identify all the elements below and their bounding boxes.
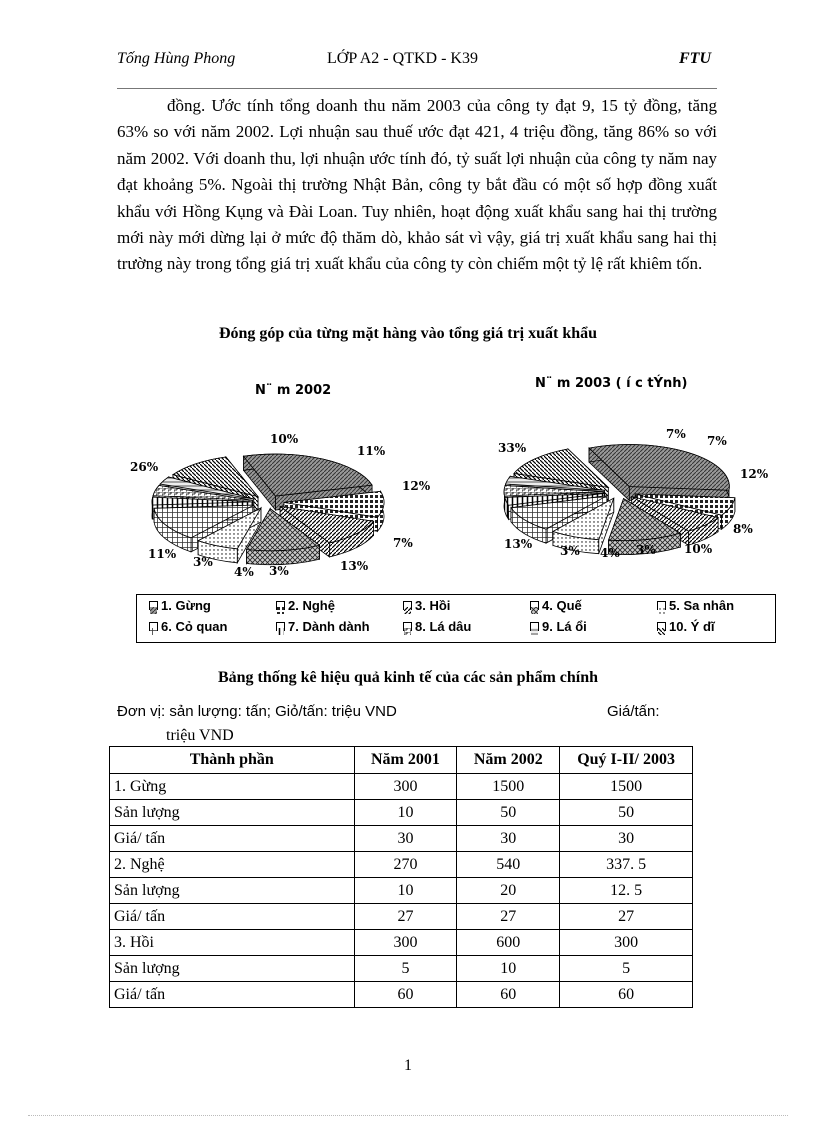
- pie-data-label: 12%: [740, 467, 769, 481]
- table-cell: 5: [560, 956, 693, 982]
- legend-label: 7. Dành dành: [288, 619, 370, 634]
- table-cell: 10: [354, 800, 457, 826]
- table-header-cell: Năm 2001: [354, 747, 457, 774]
- legend-label: 3. Hồi: [415, 598, 451, 613]
- table-cell: 300: [560, 930, 693, 956]
- chart-legend: [136, 594, 776, 643]
- table-header-cell: Thành phần: [110, 747, 355, 774]
- legend-item: [149, 619, 227, 634]
- header-school: FTU: [679, 50, 711, 67]
- pie-data-label: 11%: [148, 547, 177, 561]
- pie-data-label: 3%: [193, 555, 213, 569]
- stats-table: [109, 746, 693, 1008]
- legend-swatch: [276, 601, 285, 610]
- pie-data-label: 7%: [666, 427, 686, 441]
- table-cell: 540: [457, 852, 560, 878]
- legend-swatch: [657, 622, 666, 631]
- table-cell: 337. 5: [560, 852, 693, 878]
- legend-item: [530, 619, 587, 634]
- pie-data-label: 4%: [600, 546, 620, 560]
- page-number: 1: [404, 1057, 412, 1074]
- legend-label: 2. Nghệ: [288, 598, 335, 613]
- table-cell: 600: [457, 930, 560, 956]
- legend-item: [276, 619, 370, 634]
- unit-left: Đơn vị: sản lượng: tấn; Giỏ/tấn: triệu VND: [117, 703, 397, 720]
- table-cell: 300: [354, 774, 457, 800]
- legend-item: [149, 598, 211, 613]
- table-body: [110, 774, 693, 1008]
- pie-data-label: 7%: [707, 434, 727, 448]
- table-cell: 5: [354, 956, 457, 982]
- pie-data-label: 8%: [733, 522, 753, 536]
- table-cell: 20: [457, 878, 560, 904]
- table-cell: 60: [457, 982, 560, 1008]
- pie-data-label: 26%: [130, 460, 159, 474]
- legend-swatch: [657, 601, 666, 610]
- pie-data-label: 4%: [234, 565, 254, 579]
- table-cell: 60: [560, 982, 693, 1008]
- table-row: [110, 930, 693, 956]
- legend-item: [657, 619, 715, 634]
- pie-data-label: 33%: [498, 441, 527, 455]
- legend-swatch: [149, 601, 158, 610]
- legend-swatch: [276, 622, 285, 631]
- pie-data-label: 3%: [269, 564, 289, 578]
- legend-swatch: [403, 622, 412, 631]
- table-cell: Giá/ tấn: [110, 826, 355, 852]
- legend-label: 4. Quế: [542, 598, 582, 613]
- table-row: [110, 774, 693, 800]
- table-cell: 30: [354, 826, 457, 852]
- legend-item: [657, 598, 734, 613]
- header-class: LỚP A2 - QTKD - K39: [327, 50, 478, 67]
- legend-item: [530, 598, 582, 613]
- legend-item: [403, 619, 471, 634]
- table-cell: 1500: [457, 774, 560, 800]
- legend-swatch: [149, 622, 158, 631]
- table-cell: 50: [560, 800, 693, 826]
- legend-swatch: [403, 601, 412, 610]
- table-header-cell: Năm 2002: [457, 747, 560, 774]
- table-row: [110, 904, 693, 930]
- table-cell: 1500: [560, 774, 693, 800]
- table-row: [110, 878, 693, 904]
- pie-data-label: 12%: [402, 479, 431, 493]
- legend-label: 1. Gừng: [161, 598, 211, 613]
- body-paragraph: đồng. Ước tính tổng doanh thu năm 2003 của công ty đạt 9, 15 tỷ đồng, tăng 63% so với năm 2002. Lợi nhuận sau thuế ước đạt 421, 4 triệu đồng, tăng 86% so với năm 2002. Với doanh thu, lợi nhuận ước tính đó, tỷ suất lợi nhuận của công ty năm nay đạt khoảng 5%. Ngoài thị trường Nhật Bản, công ty bắt đầu có một số hợp đồng xuất khẩu với Hồng Kụng và Đài Loan. Tuy nhiên, hoạt động xuất khẩu sang hai thị trường mới này mới dừng lại ở mức độ thăm dò, khảo sát vì vậy, giá trị xuất khẩu sang hai thị trường này trong tổng giá trị xuất khẩu của công ty còn chiếm một tỷ lệ rất khiêm tốn.: [117, 96, 717, 274]
- pie-data-label: 10%: [684, 542, 713, 556]
- legend-label: 10. Ý dĩ: [669, 619, 715, 634]
- chart-title: Đóng góp của từng mặt hàng vào tổng giá trị xuất khẩu: [218, 325, 598, 342]
- legend-swatch: [530, 622, 539, 631]
- table-row: [110, 800, 693, 826]
- legend-label: 6. Cỏ quan: [161, 619, 228, 634]
- pie-data-label: 3%: [560, 544, 580, 558]
- pie-data-label: 3%: [636, 543, 656, 557]
- table-cell: 300: [354, 930, 457, 956]
- pie-data-label: 13%: [504, 537, 533, 551]
- table-cell: 3. Hồi: [110, 930, 355, 956]
- legend-swatch: [530, 601, 539, 610]
- table-cell: 60: [354, 982, 457, 1008]
- legend-label: 9. Lá ổi: [542, 619, 587, 634]
- table-cell: 2. Nghệ: [110, 852, 355, 878]
- table-cell: Sản lượng: [110, 878, 355, 904]
- table-row: [110, 982, 693, 1008]
- table-header-row: [110, 747, 693, 774]
- table-cell: 30: [457, 826, 560, 852]
- header-author: Tống Hùng Phong: [117, 50, 236, 67]
- table-cell: Sản lượng: [110, 800, 355, 826]
- pie-data-label: 13%: [340, 559, 369, 573]
- pie-data-label: 7%: [393, 536, 413, 550]
- table-cell: 12. 5: [560, 878, 693, 904]
- table-cell: 30: [560, 826, 693, 852]
- table-row: [110, 826, 693, 852]
- pie-data-label: 10%: [270, 432, 299, 446]
- table-cell: 27: [560, 904, 693, 930]
- legend-item: [276, 598, 335, 613]
- unit-right: Giá/tấn:: [607, 703, 660, 720]
- table-cell: 27: [354, 904, 457, 930]
- pie-data-label: 11%: [357, 444, 386, 458]
- pie-title-2003: N¨ m 2003 ( í c tÝnh): [535, 376, 688, 391]
- table-cell: 10: [354, 878, 457, 904]
- table-cell: 50: [457, 800, 560, 826]
- legend-item: [403, 598, 450, 613]
- table-row: [110, 852, 693, 878]
- table-title: Bảng thống kê hiệu quả kinh tế của các sản phẩm chính: [217, 669, 599, 686]
- table-cell: Sản lượng: [110, 956, 355, 982]
- table-cell: Giá/ tấn: [110, 982, 355, 1008]
- unit-continued: triệu VND: [166, 727, 234, 744]
- table-cell: Giá/ tấn: [110, 904, 355, 930]
- table-header-cell: Quý I-II/ 2003: [560, 747, 693, 774]
- legend-label: 8. Lá dâu: [415, 619, 472, 634]
- table-row: [110, 956, 693, 982]
- pie-title-2002: N¨ m 2002: [255, 383, 332, 398]
- table-cell: 27: [457, 904, 560, 930]
- table-cell: 270: [354, 852, 457, 878]
- table-cell: 10: [457, 956, 560, 982]
- table-cell: 1. Gừng: [110, 774, 355, 800]
- page-bottom-edge: [28, 1115, 788, 1116]
- legend-label: 5. Sa nhân: [669, 598, 735, 613]
